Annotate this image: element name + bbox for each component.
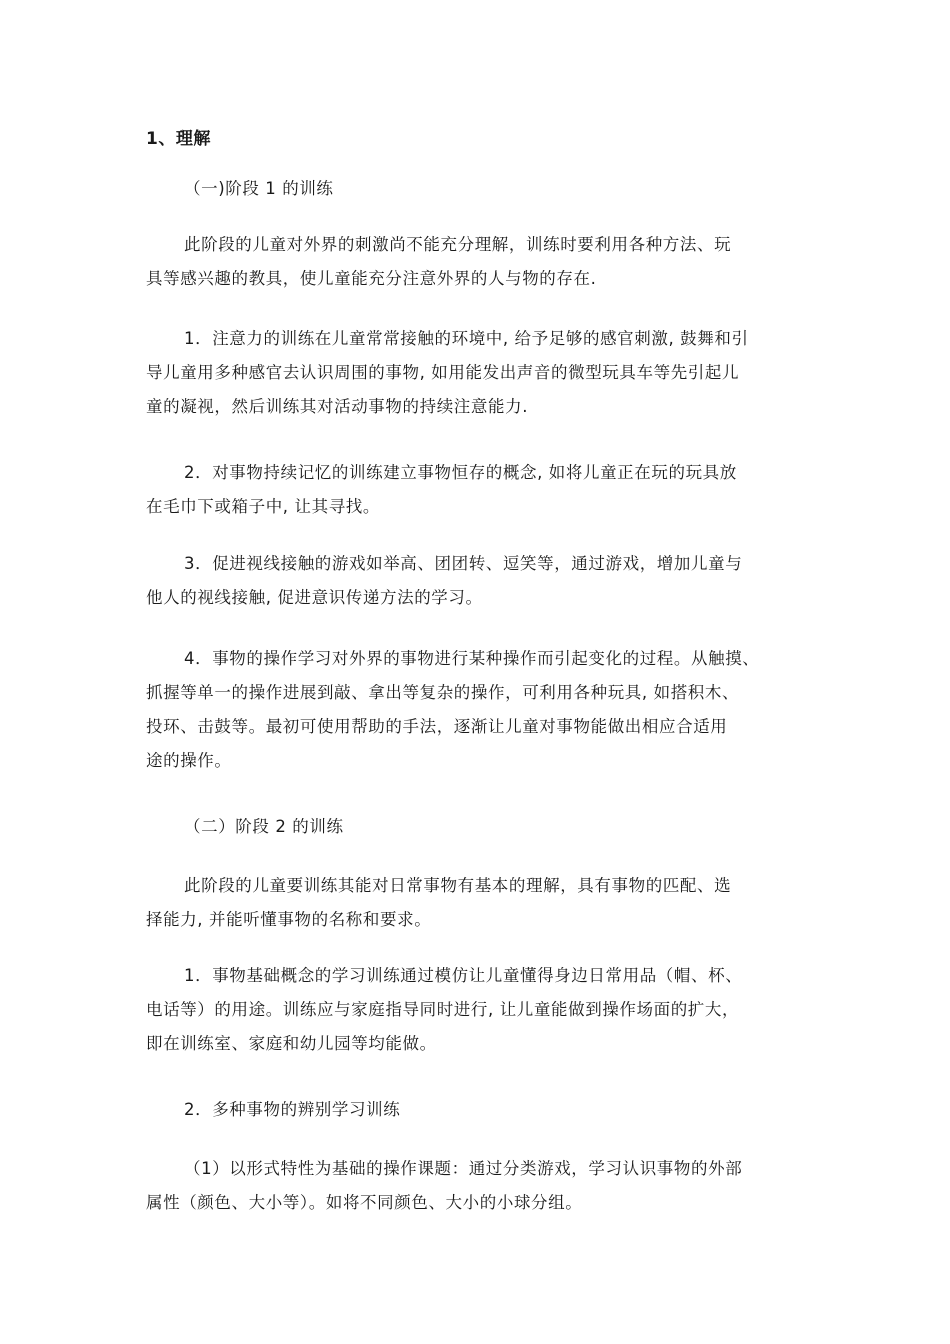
text-line: 他人的视线接触, 促进意识传递方法的学习。 (146, 588, 483, 607)
text-line: 4．事物的操作学习对外界的事物进行某种操作而引起变化的过程。从触摸、 (184, 649, 760, 668)
paragraph-eye-contact-games (146, 547, 826, 615)
text-line: 3．促进视线接触的游戏如举高、团团转、逗笑等，通过游戏，增加儿童与 (184, 554, 743, 573)
text-line: （二）阶段 2 的训练 (184, 817, 344, 836)
text-line: 2．多种事物的辨别学习训练 (184, 1100, 401, 1119)
text-line: 电话等）的用途。训练应与家庭指导同时进行, 让儿童能做到操作场面的扩大， (146, 1000, 740, 1019)
section-heading: 1、理解 (146, 129, 211, 149)
paragraph-object-operation (146, 642, 826, 778)
text-line: 抓握等单一的操作进展到敲、拿出等复杂的操作，可利用各种玩具, 如搭积木、 (146, 683, 740, 702)
paragraph-stage2-title (146, 810, 826, 844)
text-line: （一)阶段 1 的训练 (184, 179, 334, 198)
text-line: 1．注意力的训练在儿童常常接触的环境中, 给予足够的感官刺激, 鼓舞和引 (184, 329, 749, 348)
text-line: 导儿童用多种感官去认识周围的事物, 如用能发出声音的微型玩具车等先引起儿 (146, 363, 740, 382)
paragraph-stage2-intro (146, 869, 826, 937)
paragraph-stage1-title (146, 172, 826, 206)
text-line: 途的操作。 (146, 751, 232, 770)
paragraph-basic-concepts (146, 959, 826, 1061)
paragraph-discrimination-training (146, 1093, 826, 1127)
text-line: 1．事物基础概念的学习训练通过模仿让儿童懂得身边日常用品（帽、杯、 (184, 966, 743, 985)
text-line: 此阶段的儿童要训练其能对日常事物有基本的理解，具有事物的匹配、选 (184, 876, 732, 895)
text-line: 此阶段的儿童对外界的刺激尚不能充分理解，训练时要利用各种方法、玩 (184, 235, 732, 254)
text-line: 具等感兴趣的教具，使儿童能充分注意外界的人与物的存在. (146, 269, 597, 288)
text-line: （1）以形式特性为基础的操作课题：通过分类游戏，学习认识事物的外部 (184, 1159, 743, 1178)
paragraph-stage1-intro (146, 228, 826, 296)
paragraph-attention-training (146, 322, 826, 424)
paragraph-form-properties (146, 1152, 826, 1220)
paragraph-memory-training (146, 456, 826, 524)
text-line: 2．对事物持续记忆的训练建立事物恒存的概念, 如将儿童正在玩的玩具放 (184, 463, 737, 482)
text-line: 即在训练室、家庭和幼儿园等均能做。 (146, 1034, 437, 1053)
text-line: 在毛巾下或箱子中, 让其寻找。 (146, 497, 380, 516)
text-line: 童的凝视，然后训练其对活动事物的持续注意能力. (146, 397, 529, 416)
text-line: 择能力, 并能听懂事物的名称和要求。 (146, 910, 432, 929)
text-line: 属性（颜色、大小等）。如将不同颜色、大小的小球分组。 (146, 1193, 583, 1212)
text-line: 投环、击鼓等。最初可使用帮助的手法，逐渐让儿童对事物能做出相应合适用 (146, 717, 728, 736)
